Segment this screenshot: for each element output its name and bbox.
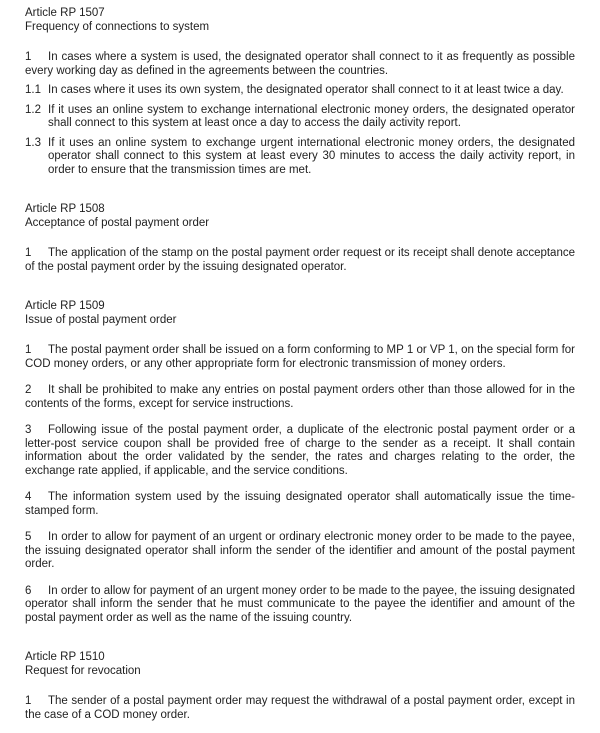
paragraph: [25, 424, 575, 478]
paragraph-text: The application of the stamp on the postal payment order request or its receipt shall denote acceptance of the postal payment order by the issuing designated operator.: [25, 247, 575, 273]
article-number: Article RP 1507: [25, 7, 105, 19]
paragraph: [25, 491, 575, 518]
paragraph: [25, 344, 575, 371]
paragraph: [25, 695, 575, 722]
paragraph: [25, 84, 575, 98]
paragraph-number: 6: [25, 584, 32, 597]
article-heading: [25, 300, 575, 327]
paragraph-number: 1.1: [25, 84, 41, 96]
paragraph-text: In order to allow for payment of an urgent or ordinary electronic money order to be made to the payee, the issuing designated operator shall inform the sender of the identifier and amount of the postal payment order.: [25, 531, 575, 570]
paragraph-text: In cases where a system is used, the designated operator shall connect to it as frequently as possible every working day as defined in the agreements between the countries.: [25, 51, 575, 77]
article-title: Acceptance of postal payment order: [25, 216, 210, 229]
paragraph: [25, 531, 575, 572]
paragraph-number: 1.3: [25, 136, 41, 149]
article-title: Request for revocation: [25, 664, 141, 677]
article-rp-1509: [25, 300, 575, 625]
paragraph-text: In cases where it uses its own system, the designated operator shall connect to it at least twice a day.: [48, 84, 564, 96]
article-rp-1507: [25, 7, 575, 177]
paragraph-number: 3: [25, 424, 32, 436]
article-heading: [25, 651, 575, 678]
paragraph-number: 1: [25, 51, 32, 63]
article-rp-1510: [25, 651, 575, 722]
paragraph-text: The sender of a postal payment order may request the withdrawal of a postal payment order, except in the case of a COD money order.: [25, 695, 575, 721]
paragraph-text: In order to allow for payment of an urgent money order to be made to the payee, the issuing designated operator shall inform the sender that he must communicate to the payee the identifier and amount of the postal payment order as well as the name of the issuing country.: [25, 584, 575, 624]
article-heading: [25, 7, 575, 34]
article-number: Article RP 1509: [25, 300, 105, 312]
paragraph: [25, 51, 575, 78]
paragraph-number: 2: [25, 384, 32, 396]
article-rp-1508: [25, 203, 575, 274]
paragraph-number: 1: [25, 344, 32, 356]
paragraph-text: It shall be prohibited to make any entries on postal payment orders other than those allowed for in the contents of the forms, except for service instructions.: [25, 384, 575, 410]
paragraph-number: 1: [25, 695, 32, 707]
paragraph-text: Following issue of the postal payment order, a duplicate of the electronic postal payment order or a letter-post service coupon shall be provided free of charge to the sender as a receipt. It shall contain information about the order validated by the sender, the rates and charges relating to the order, the exchange rate applied, if applicable, and the service conditions.: [25, 424, 575, 477]
article-number: Article RP 1508: [25, 203, 105, 215]
paragraph-text: If it uses an online system to exchange international electronic money orders, the designated operator shall connect to this system at least once a day to access the daily activity report.: [48, 103, 575, 129]
paragraph-number: 1: [25, 247, 32, 259]
paragraph-text: If it uses an online system to exchange urgent international electronic money orders, the designated operator shall connect to this system at least every 30 minutes to access the daily activity report, in order to ensure that the transmission times are met.: [48, 136, 575, 176]
paragraph: [25, 247, 575, 274]
article-title: Issue of postal payment order: [25, 313, 177, 326]
paragraph: [25, 104, 575, 131]
paragraph: [25, 384, 575, 411]
article-number: Article RP 1510: [25, 651, 105, 663]
paragraph-number: 5: [25, 531, 32, 543]
paragraph: [25, 585, 575, 626]
paragraph: [25, 137, 575, 178]
paragraph-text: The postal payment order shall be issued on a form conforming to MP 1 or VP 1, on the special form for COD money orders, or any other appropriate form for electronic transmission of money orders.: [25, 344, 575, 370]
article-title: Frequency of connections to system: [25, 20, 210, 33]
paragraph-number: 4: [25, 491, 32, 503]
paragraph-text: The information system used by the issuing designated operator shall automatically issue the time-stamped form.: [25, 491, 575, 517]
paragraph-number: 1.2: [25, 103, 41, 116]
article-heading: [25, 203, 575, 230]
